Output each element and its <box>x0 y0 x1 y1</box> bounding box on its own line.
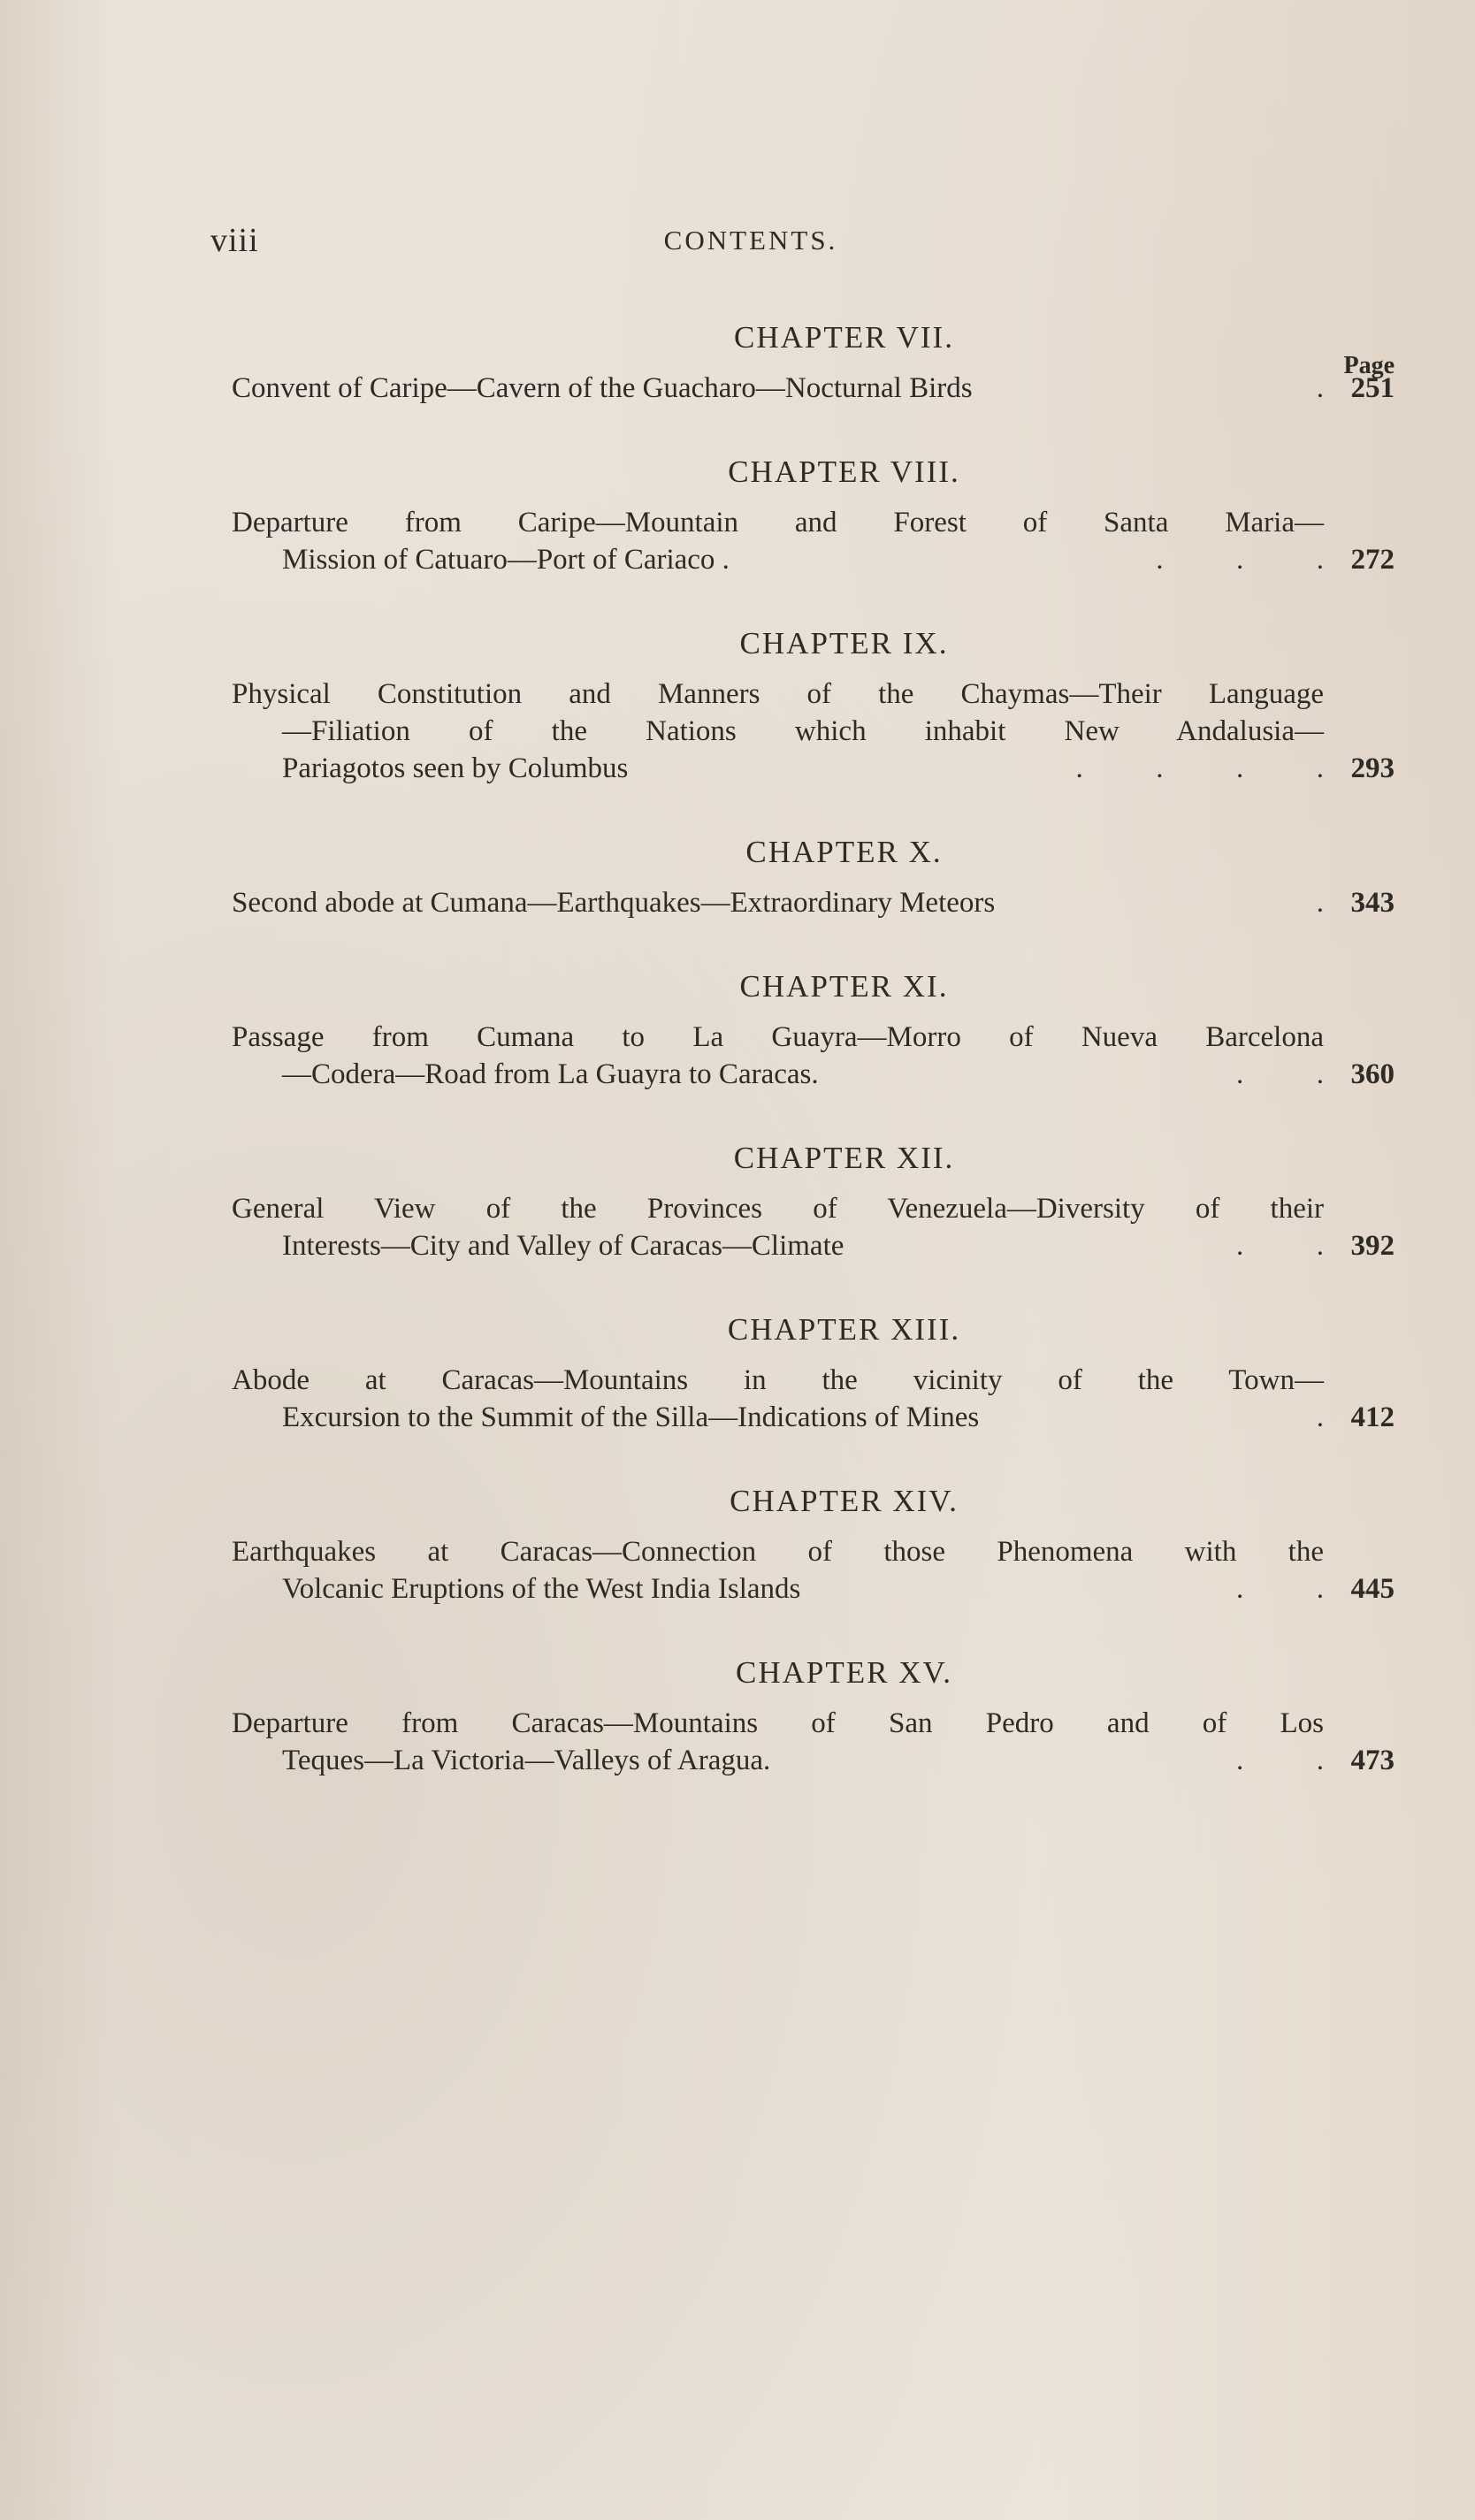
entry-text: Departure from Caripe—Mountain and Forest of Santa Maria— <box>232 507 1324 538</box>
toc-entry <box>232 676 1395 787</box>
chapter-heading: CHAPTER X. <box>745 835 943 869</box>
entry-line <box>232 1399 1324 1436</box>
dot-leaders: . <box>1316 1401 1324 1433</box>
chapter-heading: CHAPTER VII. <box>734 320 954 355</box>
toc-chapter <box>232 318 1395 407</box>
entry-line <box>232 1056 1324 1093</box>
chapter-gap <box>232 407 1395 453</box>
chapter-gap <box>232 787 1395 833</box>
page-reference: 251 <box>1350 372 1395 404</box>
page-reference: 445 <box>1350 1573 1395 1605</box>
toc-chapter <box>232 787 1395 921</box>
entry-line <box>232 713 1324 750</box>
entry-text: Pariagotos seen by Columbus <box>282 752 629 784</box>
table-of-contents <box>232 318 1395 1779</box>
entry-line <box>232 1705 1324 1742</box>
entry-text: Earthquakes at Caracas—Connection of those Phenomena with the <box>232 1536 1324 1568</box>
entry-line <box>232 1533 1324 1570</box>
toc-entry <box>232 504 1395 578</box>
entry-line <box>232 1362 1324 1399</box>
running-head <box>0 221 1475 265</box>
entry-line <box>232 504 1324 541</box>
toc-entry <box>232 1190 1395 1264</box>
chapter-heading: CHAPTER XII. <box>733 1141 955 1175</box>
page-number: viii <box>210 222 259 259</box>
dot-leaders: . . <box>1236 1058 1324 1090</box>
toc-chapter <box>232 921 1395 1093</box>
page-reference: 360 <box>1350 1058 1395 1090</box>
dot-leaders: . . . . <box>1075 752 1324 784</box>
toc-entry <box>232 1705 1395 1779</box>
entry-text: Excursion to the Summit of the Silla—Indications of Mines <box>282 1401 980 1433</box>
chapter-heading: CHAPTER XI. <box>739 969 949 1004</box>
page-reference: 473 <box>1350 1745 1395 1776</box>
entry-text: —Codera—Road from La Guayra to Caracas. <box>282 1058 819 1090</box>
dot-leaders: . <box>1316 372 1324 404</box>
toc-chapter <box>232 1093 1395 1264</box>
entry-text: Volcanic Eruptions of the West India Islands <box>282 1573 801 1605</box>
toc-chapter <box>232 1436 1395 1607</box>
dot-leaders: . . . <box>1156 544 1324 576</box>
entry-line <box>232 370 1324 407</box>
chapter-heading: CHAPTER VIII. <box>728 454 960 489</box>
toc-entry <box>232 1362 1395 1436</box>
chapter-heading: CHAPTER XIII. <box>727 1312 961 1347</box>
dot-leaders: . <box>1316 887 1324 919</box>
page-column-label: Page <box>1343 352 1395 379</box>
toc-entry <box>232 370 1395 407</box>
page-reference: 412 <box>1350 1401 1395 1433</box>
page-reference: 392 <box>1350 1230 1395 1262</box>
entry-text: —Filiation of the Nations which inhabit New Andalusia— <box>282 715 1324 747</box>
toc-chapter <box>232 578 1395 787</box>
toc-chapter <box>232 1607 1395 1779</box>
chapter-gap <box>232 1093 1395 1139</box>
chapter-heading: CHAPTER XIV. <box>730 1484 959 1518</box>
toc-chapter <box>232 1264 1395 1436</box>
entry-line <box>232 676 1324 713</box>
running-title: CONTENTS. <box>663 225 838 256</box>
toc-entry <box>232 1533 1395 1607</box>
chapter-gap <box>232 1436 1395 1482</box>
entry-text: Teques—La Victoria—Valleys of Aragua. <box>282 1745 771 1776</box>
chapter-heading: CHAPTER XV. <box>735 1655 952 1690</box>
entry-text: Interests—City and Valley of Caracas—Climate <box>282 1230 844 1262</box>
entry-line <box>232 1742 1324 1779</box>
entry-text: Passage from Cumana to La Guayra—Morro of Nueva Barcelona <box>232 1021 1324 1053</box>
dot-leaders: . . <box>1236 1573 1324 1605</box>
page-reference: 293 <box>1350 752 1395 784</box>
entry-line <box>232 1019 1324 1056</box>
toc-chapter <box>232 407 1395 578</box>
entry-line <box>232 884 1324 921</box>
chapter-gap <box>232 1264 1395 1310</box>
toc-entry <box>232 884 1395 921</box>
toc-entry <box>232 1019 1395 1093</box>
entry-text: General View of the Provinces of Venezuela—Diversity of their <box>232 1193 1324 1225</box>
chapter-heading: CHAPTER IX. <box>739 626 949 661</box>
entry-line <box>232 750 1324 787</box>
chapter-gap <box>232 1607 1395 1653</box>
entry-line <box>232 1227 1324 1264</box>
chapter-gap <box>232 578 1395 624</box>
entry-line <box>232 1570 1324 1607</box>
entry-line <box>232 541 1324 578</box>
entry-text: Mission of Catuaro—Port of Cariaco . <box>282 544 730 576</box>
entry-text: Abode at Caracas—Mountains in the vicinity of the Town— <box>232 1364 1324 1396</box>
entry-text: Physical Constitution and Manners of the Chaymas—Their Language <box>232 678 1324 710</box>
dot-leaders: . . <box>1236 1230 1324 1262</box>
entry-text: Convent of Caripe—Cavern of the Guacharo—Nocturnal Birds <box>232 372 973 404</box>
entry-text: Departure from Caracas—Mountains of San Pedro and of Los <box>232 1707 1324 1739</box>
page-reference: 343 <box>1350 887 1395 919</box>
entry-text: Second abode at Cumana—Earthquakes—Extraordinary Meteors <box>232 887 996 919</box>
dot-leaders: . . <box>1236 1745 1324 1776</box>
page-reference: 272 <box>1350 544 1395 576</box>
chapter-gap <box>232 921 1395 967</box>
entry-line <box>232 1190 1324 1227</box>
